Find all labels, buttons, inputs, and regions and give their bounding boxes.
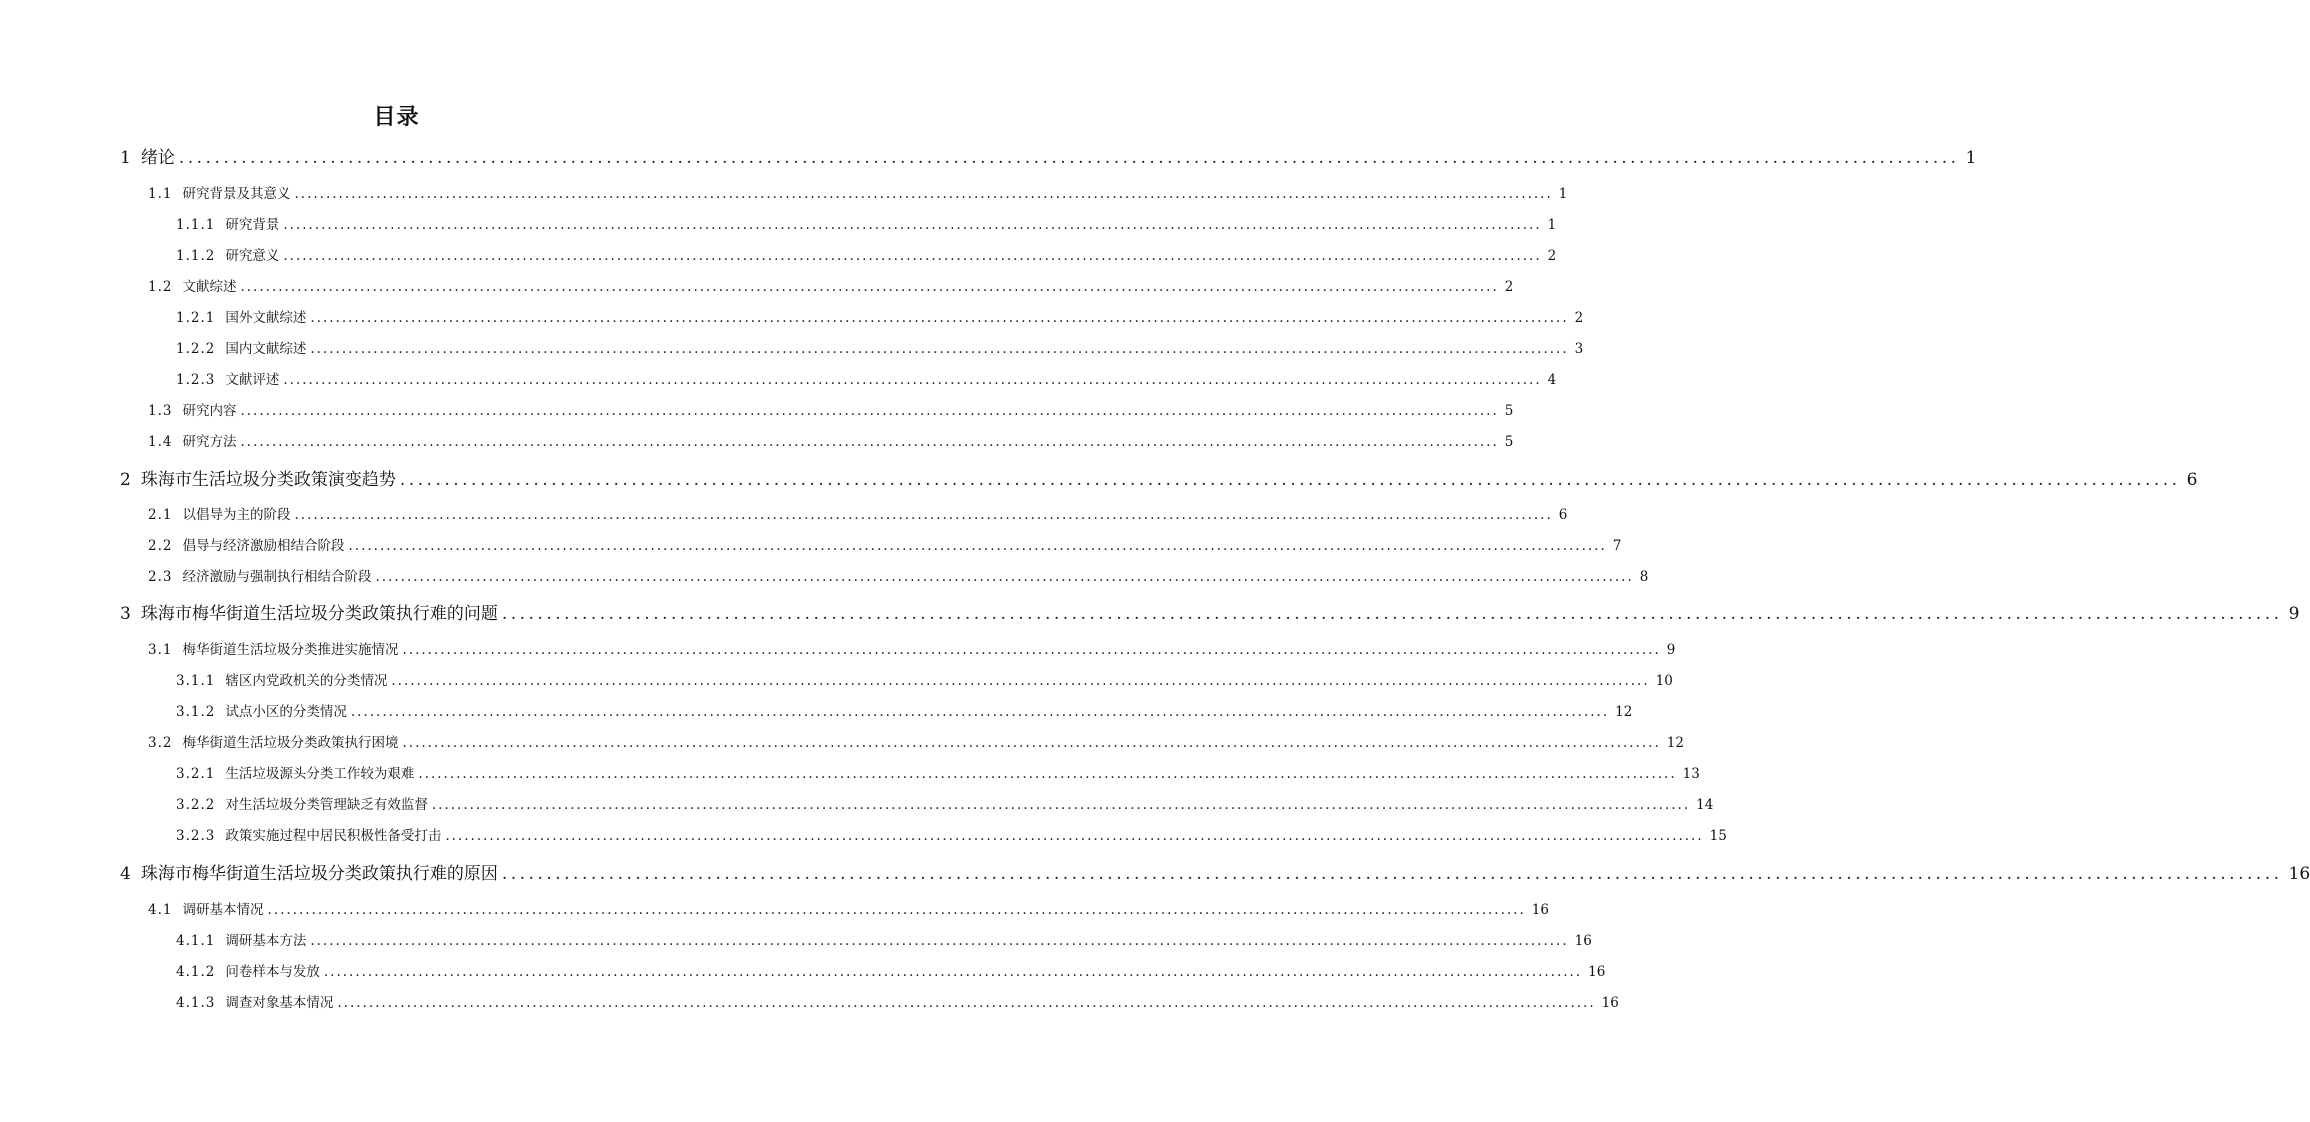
- toc-entry-number: 4.1.1: [176, 933, 216, 949]
- toc-entry-number: 3.1.2: [176, 704, 216, 720]
- toc-entry-number: 1.3: [148, 403, 173, 419]
- dot-leader: ........................................................................................................................................................................................................: [348, 538, 1607, 554]
- toc-entry-page: 6: [1558, 507, 1568, 523]
- dot-leader: ........................................................................................................................................................................................................: [375, 569, 1634, 585]
- toc-entry[interactable]: [148, 186, 1568, 202]
- toc-entry-title: 国内文献综述: [225, 341, 307, 357]
- toc-entry[interactable]: [176, 673, 1673, 689]
- dot-leader: ........................................................................................................................................................................................................: [391, 673, 1650, 689]
- toc-entry-page: 5: [1504, 403, 1514, 419]
- dot-leader: ........................................................................................................................................................................................................: [240, 403, 1499, 419]
- toc-entry-number: 3.1: [148, 642, 173, 658]
- dot-leader: ........................................................................................................................................................................................................: [501, 864, 2283, 884]
- toc-entry-page: 2: [1504, 279, 1514, 295]
- toc-entry[interactable]: [176, 310, 1584, 326]
- toc-entry-title: 研究方法: [182, 434, 237, 450]
- toc-entry-number: 2.2: [148, 538, 173, 554]
- toc-entry-title: 研究背景: [225, 217, 280, 233]
- toc-entry[interactable]: [148, 538, 1622, 554]
- toc-entry[interactable]: [176, 995, 1619, 1011]
- toc-entry[interactable]: [176, 372, 1557, 388]
- toc-entry-page: 12: [1666, 735, 1684, 751]
- toc-entry[interactable]: [148, 279, 1514, 295]
- dot-leader: ........................................................................................................................................................................................................: [240, 279, 1499, 295]
- toc-entry-page: 9: [1666, 642, 1676, 658]
- toc-entry-page: 16: [1588, 964, 1606, 980]
- dot-leader: ........................................................................................................................................................................................................: [350, 704, 1610, 720]
- toc-entry-page: 1: [1965, 148, 1977, 168]
- toc-entry-title: 研究意义: [225, 248, 280, 264]
- toc-entry[interactable]: [148, 434, 1514, 450]
- dot-leader: ........................................................................................................................................................................................................: [310, 933, 1569, 949]
- dot-leader: ........................................................................................................................................................................................................: [445, 828, 1704, 844]
- toc-entry[interactable]: [176, 704, 1633, 720]
- toc-entry-page: 16: [1601, 995, 1619, 1011]
- toc-entry[interactable]: [176, 797, 1714, 813]
- dot-leader: ........................................................................................................................................................................................................: [402, 735, 1661, 751]
- toc-entry-number: 1: [120, 148, 131, 168]
- toc-entry-number: 3.2.3: [176, 828, 216, 844]
- toc-entry-number: 2.1: [148, 507, 173, 523]
- toc-entry-title: 珠海市生活垃圾分类政策演变趋势: [140, 470, 396, 490]
- toc-entry[interactable]: [120, 470, 2198, 490]
- toc-entry-number: 1.2.2: [176, 341, 216, 357]
- toc-entry[interactable]: [148, 902, 1549, 918]
- toc-entry[interactable]: [176, 217, 1557, 233]
- toc-entry-title: 调查对象基本情况: [225, 995, 334, 1011]
- toc-entry-page: 10: [1655, 673, 1673, 689]
- toc-entry-title: 以倡导为主的阶段: [182, 507, 291, 523]
- toc-entry-title: 政策实施过程中居民积极性备受打击: [225, 828, 442, 844]
- dot-leader: ........................................................................................................................................................................................................: [323, 964, 1583, 980]
- toc-entry-page: 2: [1547, 248, 1557, 264]
- dot-leader: ........................................................................................................................................................................................................: [399, 470, 2181, 490]
- toc-entry-page: 2: [1574, 310, 1584, 326]
- toc-entry-page: 1: [1558, 186, 1568, 202]
- toc-entry[interactable]: [120, 864, 2310, 884]
- toc-entry-page: 14: [1696, 797, 1714, 813]
- toc-entry[interactable]: [148, 403, 1514, 419]
- toc-entry-title: 绪论: [140, 148, 175, 168]
- toc-entry-title: 经济激励与强制执行相结合阶段: [182, 569, 372, 585]
- dot-leader: ........................................................................................................................................................................................................: [294, 186, 1553, 202]
- toc-entry-number: 2: [120, 470, 131, 490]
- dot-leader: ........................................................................................................................................................................................................: [294, 507, 1553, 523]
- dot-leader: ........................................................................................................................................................................................................: [501, 604, 2283, 624]
- toc-entry-title: 调研基本方法: [225, 933, 307, 949]
- toc-entry-number: 4: [120, 864, 131, 884]
- dot-leader: ........................................................................................................................................................................................................: [402, 642, 1661, 658]
- toc-entry[interactable]: [120, 148, 1977, 168]
- toc-entry-number: 3.2.1: [176, 766, 216, 782]
- toc-entry[interactable]: [148, 569, 1649, 585]
- toc-entry-title: 对生活垃圾分类管理缺乏有效监督: [225, 797, 428, 813]
- toc-entry-number: 1.1.1: [176, 217, 216, 233]
- dot-leader: ........................................................................................................................................................................................................: [283, 372, 1542, 388]
- toc-entry-page: 6: [2186, 470, 2198, 490]
- toc-entry-page: 9: [2288, 604, 2300, 624]
- toc-entry-number: 1.2.1: [176, 310, 216, 326]
- toc-entry[interactable]: [176, 933, 1592, 949]
- toc-entry-title: 文献评述: [225, 372, 280, 388]
- dot-leader: ........................................................................................................................................................................................................: [418, 766, 1677, 782]
- toc-entry[interactable]: [120, 604, 2300, 624]
- dot-leader: ........................................................................................................................................................................................................: [283, 217, 1542, 233]
- toc-entry-number: 3: [120, 604, 131, 624]
- dot-leader: ........................................................................................................................................................................................................: [431, 797, 1691, 813]
- toc-entry-number: 4.1.2: [176, 964, 216, 980]
- page-title: 目录: [373, 105, 420, 130]
- toc-entry-title: 梅华街道生活垃圾分类政策执行困境: [182, 735, 399, 751]
- toc-entry-title: 文献综述: [182, 279, 237, 295]
- toc-entry-number: 1.4: [148, 434, 173, 450]
- dot-leader: ........................................................................................................................................................................................................: [337, 995, 1596, 1011]
- dot-leader: ........................................................................................................................................................................................................: [267, 902, 1526, 918]
- toc-entry-title: 问卷样本与发放: [225, 964, 320, 980]
- dot-leader: ........................................................................................................................................................................................................: [178, 148, 1960, 168]
- toc-entry-page: 16: [1531, 902, 1549, 918]
- toc-entry-number: 2.3: [148, 569, 173, 585]
- toc-entry-number: 3.2.2: [176, 797, 216, 813]
- toc-entry-number: 3.1.1: [176, 673, 216, 689]
- toc-entry[interactable]: [176, 341, 1584, 357]
- toc-entry-title: 国外文献综述: [225, 310, 307, 326]
- toc-entry-page: 16: [1574, 933, 1592, 949]
- toc-entry-title: 研究内容: [182, 403, 237, 419]
- toc-entry-page: 8: [1639, 569, 1649, 585]
- toc-entry-number: 1.1: [148, 186, 173, 202]
- dot-leader: ........................................................................................................................................................................................................: [310, 341, 1569, 357]
- toc-entry-title: 辖区内党政机关的分类情况: [225, 673, 388, 689]
- toc-entry-page: 16: [2288, 864, 2310, 884]
- toc-entry-title: 研究背景及其意义: [182, 186, 291, 202]
- toc-entry-page: 5: [1504, 434, 1514, 450]
- toc-entry[interactable]: [176, 964, 1606, 980]
- toc-entry-page: 4: [1547, 372, 1557, 388]
- toc-entry-number: 1.2: [148, 279, 173, 295]
- toc-entry-title: 珠海市梅华街道生活垃圾分类政策执行难的问题: [140, 604, 498, 624]
- toc-entry-page: 15: [1709, 828, 1727, 844]
- toc-entry-title: 倡导与经济激励相结合阶段: [182, 538, 345, 554]
- toc-entry[interactable]: [148, 507, 1568, 523]
- toc-entry-number: 1.1.2: [176, 248, 216, 264]
- toc-entry-page: 12: [1615, 704, 1633, 720]
- toc-entry-page: 7: [1612, 538, 1622, 554]
- toc-entry[interactable]: [148, 642, 1676, 658]
- toc-entry-title: 珠海市梅华街道生活垃圾分类政策执行难的原因: [140, 864, 498, 884]
- toc-entry-title: 调研基本情况: [182, 902, 264, 918]
- dot-leader: ........................................................................................................................................................................................................: [310, 310, 1569, 326]
- toc-entry-number: 4.1: [148, 902, 173, 918]
- toc-entry[interactable]: [176, 766, 1700, 782]
- dot-leader: ........................................................................................................................................................................................................: [283, 248, 1542, 264]
- toc-entry-number: 1.2.3: [176, 372, 216, 388]
- toc-entry[interactable]: [148, 735, 1684, 751]
- toc-entry[interactable]: [176, 828, 1727, 844]
- toc-entry-title: 试点小区的分类情况: [225, 704, 347, 720]
- toc-entry[interactable]: [176, 248, 1557, 264]
- toc-entry-number: 3.2: [148, 735, 173, 751]
- toc-entry-number: 4.1.3: [176, 995, 216, 1011]
- toc-entry-title: 生活垃圾源头分类工作较为艰难: [225, 766, 415, 782]
- toc-entry-page: 13: [1682, 766, 1700, 782]
- toc-entry-page: 3: [1574, 341, 1584, 357]
- toc-entry-title: 梅华街道生活垃圾分类推进实施情况: [182, 642, 399, 658]
- dot-leader: ........................................................................................................................................................................................................: [240, 434, 1499, 450]
- toc-entry-page: 1: [1547, 217, 1557, 233]
